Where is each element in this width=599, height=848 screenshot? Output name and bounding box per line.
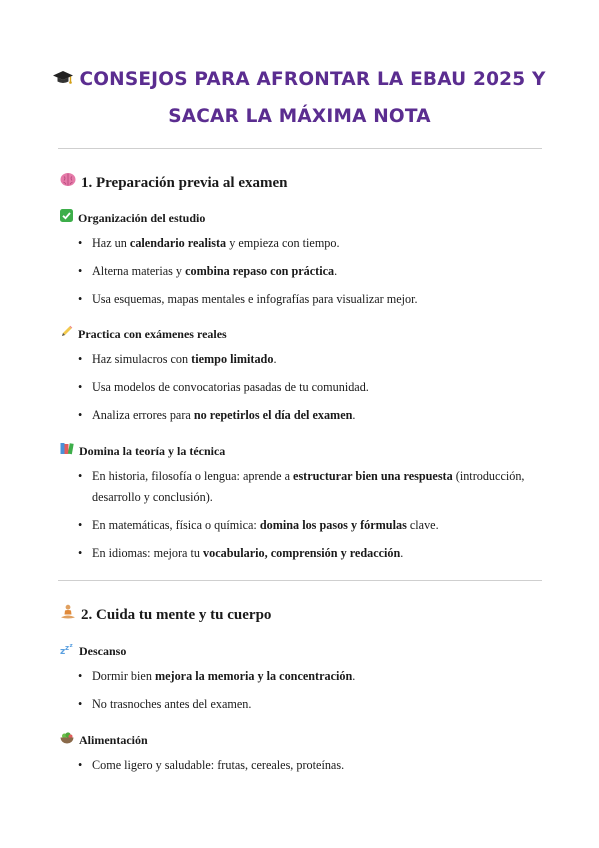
svg-text:z: z — [69, 643, 73, 649]
meditation-icon — [60, 604, 76, 626]
subheading-theory: Domina la teoría y la técnica — [60, 442, 225, 459]
list-item: • Alterna materias y combina repaso con práctica. — [78, 264, 338, 278]
list-item: • No trasnoches antes del examen. — [78, 697, 252, 711]
section-heading-mind-body: 2. Cuida tu mente y tu cuerpo — [60, 604, 271, 626]
list-item: • En idiomas: mejora tu vocabulario, comprensión y redacción. — [78, 546, 404, 560]
list-item: • Usa modelos de convocatorias pasadas de tu comunidad. — [78, 380, 369, 394]
title-line-2: SACAR LA MÁXIMA NOTA — [168, 106, 431, 127]
list-food — [76, 755, 546, 783]
sleep-icon — [60, 642, 74, 659]
divider — [58, 148, 542, 149]
graduation-cap-icon — [53, 63, 73, 99]
subheading-food: Alimentación — [60, 731, 148, 748]
list-item: • En matemáticas, física o química: domina los pasos y fórmulas clave. — [78, 518, 439, 532]
svg-text:z: z — [60, 647, 66, 655]
divider — [58, 580, 542, 581]
list-item: • Haz un calendario realista y empieza con tiempo. — [78, 236, 340, 250]
document-title — [0, 62, 599, 135]
list-item: • Haz simulacros con tiempo limitado. — [78, 352, 277, 366]
svg-text:z: z — [65, 644, 70, 652]
books-icon — [60, 442, 74, 459]
subheading-practice: Practica con exámenes reales — [60, 325, 227, 342]
section-heading-preparation: 1. Preparación previa al examen — [60, 172, 288, 193]
subheading-rest: z z z Descanso — [60, 643, 127, 658]
title-line-1: CONSEJOS PARA AFRONTAR LA EBAU 2025 Y — [0, 62, 599, 99]
list-theory — [76, 466, 546, 571]
list-item: • En historia, filosofía o lengua: aprende a estructurar bien una respuesta (introducción, desarrollo y conclusión). — [78, 469, 525, 504]
check-box-icon — [60, 209, 73, 226]
list-item: • Come ligero y saludable: frutas, cereales, proteínas. — [78, 758, 345, 772]
list-item: • Usa esquemas, mapas mentales e infografías para visualizar mejor. — [78, 292, 418, 306]
salad-icon — [60, 731, 74, 748]
list-organization — [76, 233, 546, 317]
brain-icon — [60, 172, 76, 193]
pencil-icon — [60, 325, 73, 342]
list-item: • Analiza errores para no repetirlos el día del examen. — [78, 408, 356, 422]
list-rest — [76, 666, 546, 722]
subheading-organization: Organización del estudio — [60, 209, 205, 226]
list-item: • Dormir bien mejora la memoria y la concentración. — [78, 669, 356, 683]
list-practice — [76, 349, 546, 433]
